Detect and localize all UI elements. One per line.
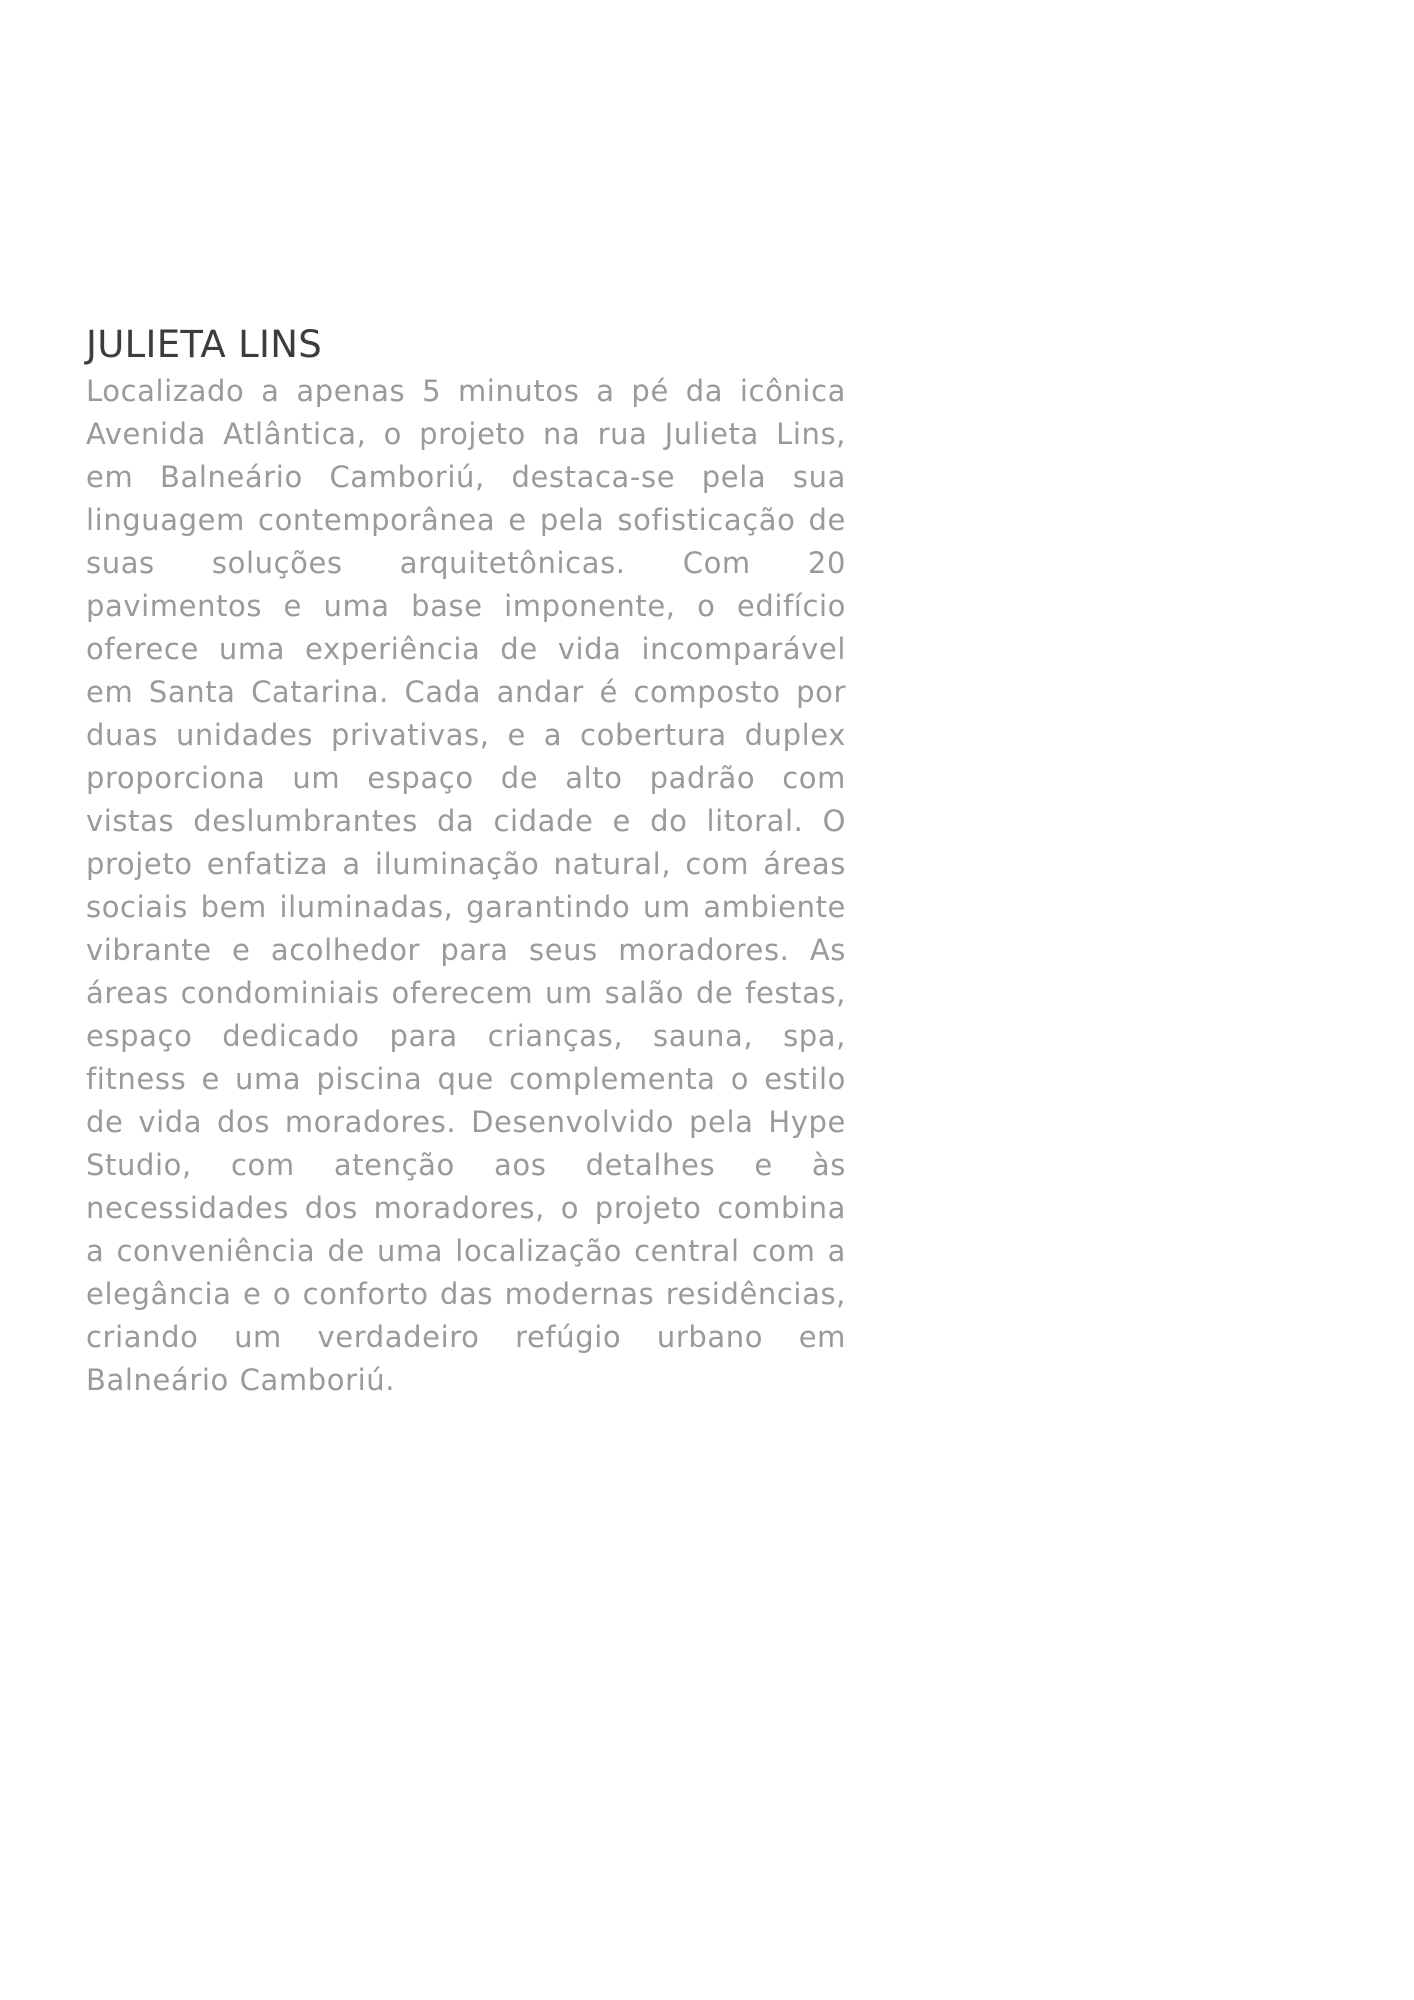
page-title: JULIETA LINS [86, 323, 322, 366]
text-block [86, 322, 846, 1402]
body-paragraph: Localizado a apenas 5 minutos a pé da icônica Avenida Atlântica, o projeto na rua Julieta Lins, em Balneário Camboriú, destaca-se pela sua linguagem contemporânea e pela sofisticação de suas soluções arquitetônicas. Com 20 pavimentos e uma base imponente, o edifício oferece uma experiência de vida incomparável em Santa Catarina. Cada andar é composto por duas unidades privativas, e a cobertura duplex proporciona um espaço de alto padrão com vistas deslumbrantes da cidade e do litoral. O projeto enfatiza a iluminação natural, com áreas sociais bem iluminadas, garantindo um ambiente vibrante e acolhedor para seus moradores. As áreas condominiais oferecem um salão de festas, espaço dedicado para crianças, sauna, spa, fitness e uma piscina que complementa o estilo de vida dos moradores. Desenvolvido pela Hype Studio, com atenção aos detalhes e às necessidades dos moradores, o projeto combina a conveniência de uma localização central com a elegância e o conforto das modernas residências, criando um verdadeiro refúgio urbano em Balneário Camboriú. [86, 374, 846, 1397]
